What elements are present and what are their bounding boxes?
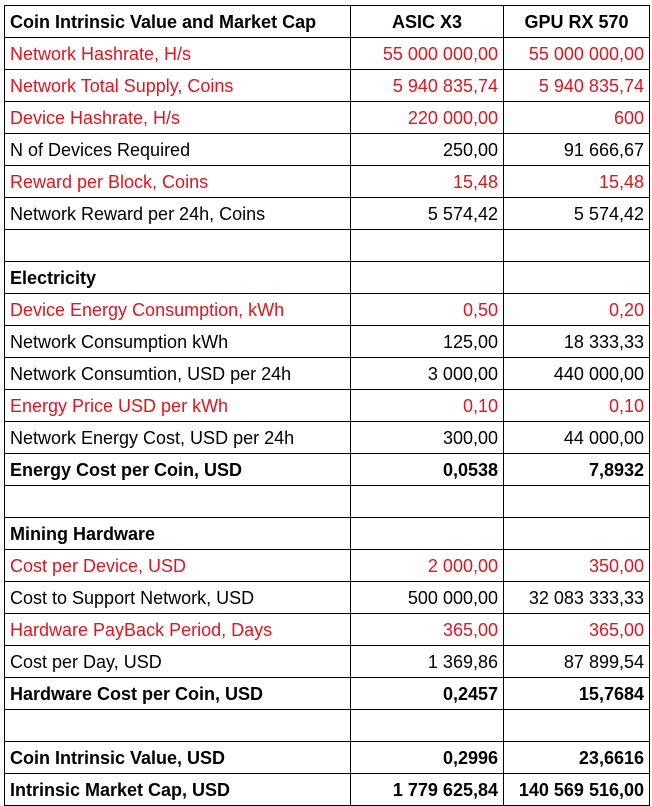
asic-value-cell[interactable]: 1 779 625,84 — [351, 774, 504, 806]
section-header-row — [5, 518, 650, 550]
gpu-value-cell[interactable] — [504, 230, 650, 262]
gpu-value-cell[interactable]: 365,00 — [504, 614, 650, 646]
gpu-value-cell[interactable] — [504, 518, 650, 550]
total-row — [5, 774, 650, 806]
row-label-cell[interactable]: Electricity — [5, 262, 351, 294]
row-label-cell[interactable]: Network Reward per 24h, Coins — [5, 198, 351, 230]
row-label-cell[interactable]: Network Energy Cost, USD per 24h — [5, 422, 351, 454]
row-label-cell[interactable] — [5, 710, 351, 742]
table-row — [5, 198, 650, 230]
table-title[interactable]: Coin Intrinsic Value and Market Cap — [5, 6, 351, 38]
table-row — [5, 614, 650, 646]
gpu-value-cell[interactable]: 32 083 333,33 — [504, 582, 650, 614]
spacer-row — [5, 710, 650, 742]
gpu-value-cell[interactable]: 350,00 — [504, 550, 650, 582]
column-header-gpu[interactable]: GPU RX 570 — [504, 6, 650, 38]
gpu-value-cell[interactable]: 7,8932 — [504, 454, 650, 486]
table-row — [5, 550, 650, 582]
table-row — [5, 134, 650, 166]
gpu-value-cell[interactable]: 0,10 — [504, 390, 650, 422]
row-label-cell[interactable]: Energy Price USD per kWh — [5, 390, 351, 422]
asic-value-cell[interactable]: 0,2996 — [351, 742, 504, 774]
row-label-cell[interactable]: Coin Intrinsic Value, USD — [5, 742, 351, 774]
header-row — [5, 6, 650, 38]
asic-value-cell[interactable] — [351, 710, 504, 742]
total-row — [5, 454, 650, 486]
total-row — [5, 678, 650, 710]
asic-value-cell[interactable]: 0,0538 — [351, 454, 504, 486]
row-label-cell[interactable]: Device Energy Consumption, kWh — [5, 294, 351, 326]
gpu-value-cell[interactable] — [504, 486, 650, 518]
row-label-cell[interactable]: Cost to Support Network, USD — [5, 582, 351, 614]
asic-value-cell[interactable]: 3 000,00 — [351, 358, 504, 390]
row-label-cell[interactable]: Network Consumption kWh — [5, 326, 351, 358]
gpu-value-cell[interactable]: 55 000 000,00 — [504, 38, 650, 70]
table-row — [5, 166, 650, 198]
row-label-cell[interactable]: Reward per Block, Coins — [5, 166, 351, 198]
row-label-cell[interactable]: Network Hashrate, H/s — [5, 38, 351, 70]
table-row — [5, 646, 650, 678]
asic-value-cell[interactable] — [351, 262, 504, 294]
asic-value-cell[interactable]: 220 000,00 — [351, 102, 504, 134]
gpu-value-cell[interactable]: 440 000,00 — [504, 358, 650, 390]
table-row — [5, 582, 650, 614]
gpu-value-cell[interactable]: 44 000,00 — [504, 422, 650, 454]
gpu-value-cell[interactable]: 87 899,54 — [504, 646, 650, 678]
asic-value-cell[interactable]: 55 000 000,00 — [351, 38, 504, 70]
asic-value-cell[interactable]: 250,00 — [351, 134, 504, 166]
row-label-cell[interactable]: Intrinsic Market Cap, USD — [5, 774, 351, 806]
gpu-value-cell[interactable]: 5 574,42 — [504, 198, 650, 230]
gpu-value-cell[interactable]: 5 940 835,74 — [504, 70, 650, 102]
table-row — [5, 38, 650, 70]
row-label-cell[interactable] — [5, 230, 351, 262]
table-row — [5, 358, 650, 390]
asic-value-cell[interactable]: 15,48 — [351, 166, 504, 198]
spacer-row — [5, 486, 650, 518]
row-label-cell[interactable]: Hardware Cost per Coin, USD — [5, 678, 351, 710]
table-row — [5, 422, 650, 454]
gpu-value-cell[interactable]: 0,20 — [504, 294, 650, 326]
spacer-row — [5, 230, 650, 262]
gpu-value-cell[interactable]: 15,7684 — [504, 678, 650, 710]
table-body — [5, 6, 650, 806]
row-label-cell[interactable]: Hardware PayBack Period, Days — [5, 614, 351, 646]
total-row — [5, 742, 650, 774]
gpu-value-cell[interactable] — [504, 262, 650, 294]
intrinsic-value-table — [4, 5, 650, 806]
gpu-value-cell[interactable]: 23,6616 — [504, 742, 650, 774]
asic-value-cell[interactable]: 365,00 — [351, 614, 504, 646]
asic-value-cell[interactable] — [351, 230, 504, 262]
row-label-cell[interactable]: Device Hashrate, H/s — [5, 102, 351, 134]
asic-value-cell[interactable]: 0,10 — [351, 390, 504, 422]
row-label-cell[interactable]: Network Total Supply, Coins — [5, 70, 351, 102]
table-row — [5, 70, 650, 102]
section-header-row — [5, 262, 650, 294]
asic-value-cell[interactable] — [351, 518, 504, 550]
asic-value-cell[interactable]: 300,00 — [351, 422, 504, 454]
row-label-cell[interactable]: Network Consumtion, USD per 24h — [5, 358, 351, 390]
table-row — [5, 102, 650, 134]
table-row — [5, 326, 650, 358]
row-label-cell[interactable]: Cost per Day, USD — [5, 646, 351, 678]
gpu-value-cell[interactable]: 600 — [504, 102, 650, 134]
table-row — [5, 294, 650, 326]
row-label-cell[interactable] — [5, 486, 351, 518]
asic-value-cell[interactable]: 5 940 835,74 — [351, 70, 504, 102]
gpu-value-cell[interactable] — [504, 710, 650, 742]
row-label-cell[interactable]: Energy Cost per Coin, USD — [5, 454, 351, 486]
asic-value-cell[interactable]: 1 369,86 — [351, 646, 504, 678]
asic-value-cell[interactable]: 125,00 — [351, 326, 504, 358]
row-label-cell[interactable]: Cost per Device, USD — [5, 550, 351, 582]
gpu-value-cell[interactable]: 91 666,67 — [504, 134, 650, 166]
asic-value-cell[interactable]: 0,2457 — [351, 678, 504, 710]
table-row — [5, 390, 650, 422]
asic-value-cell[interactable] — [351, 486, 504, 518]
gpu-value-cell[interactable]: 140 569 516,00 — [504, 774, 650, 806]
asic-value-cell[interactable]: 0,50 — [351, 294, 504, 326]
row-label-cell[interactable]: N of Devices Required — [5, 134, 351, 166]
asic-value-cell[interactable]: 5 574,42 — [351, 198, 504, 230]
gpu-value-cell[interactable]: 15,48 — [504, 166, 650, 198]
gpu-value-cell[interactable]: 18 333,33 — [504, 326, 650, 358]
row-label-cell[interactable]: Mining Hardware — [5, 518, 351, 550]
column-header-asic[interactable]: ASIC X3 — [351, 6, 504, 38]
asic-value-cell[interactable]: 500 000,00 — [351, 582, 504, 614]
asic-value-cell[interactable]: 2 000,00 — [351, 550, 504, 582]
